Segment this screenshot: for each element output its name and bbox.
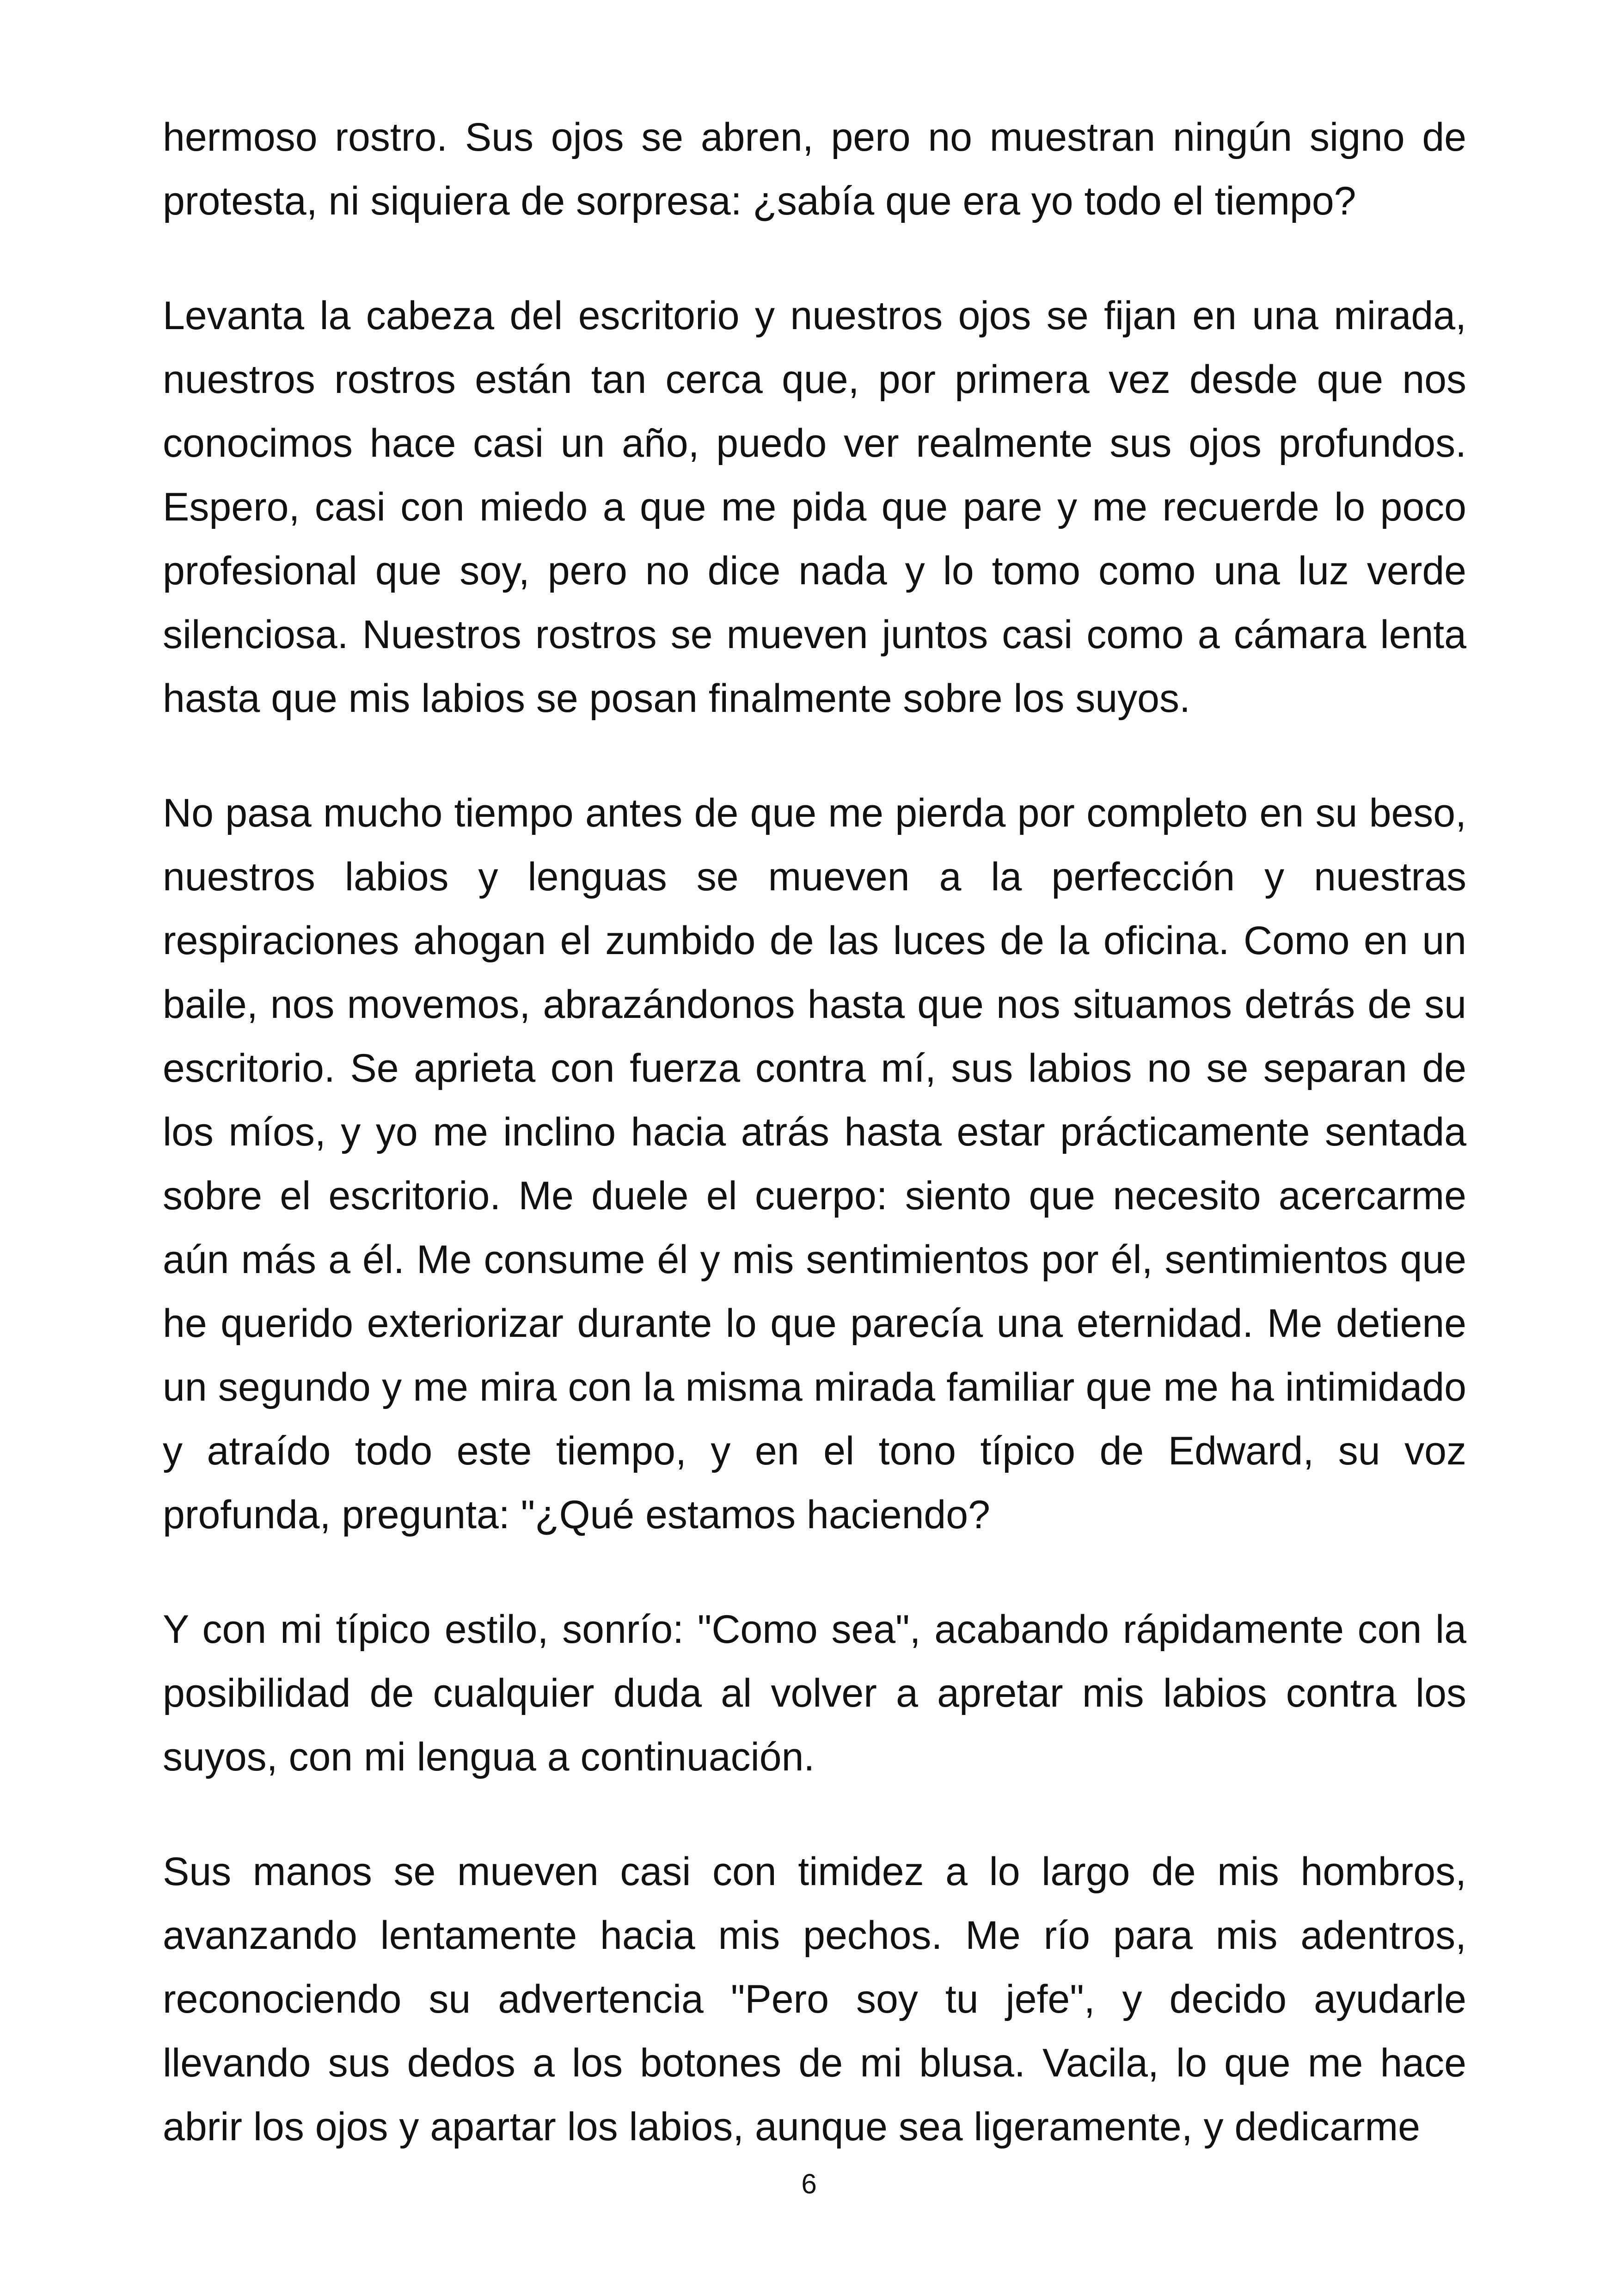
paragraph-3: No pasa mucho tiempo antes de que me pierda por completo en su beso, nuestros labios y lenguas se mueven a la perfección y nuestras respiraciones ahogan el zumbido de las luces de la oficina. Como en un baile, nos movemos, abrazándonos hasta que nos situamos detrás de su escritorio. Se aprieta con fuerza contra mí, sus labios no se separan de los míos, y yo me inclino hacia atrás hasta estar prácticamente sentada sobre el escritorio. Me duele el cuerpo: siento que necesito acercarme aún más a él. Me consume él y mis sentimientos por él, sentimientos que he querido exteriorizar durante lo que parecía una eternidad. Me detiene un segundo y me mira con la misma mirada familiar que me ha intimidado y atraído todo este tiempo, y en el tono típico de Edward, su voz profunda, pregunta: "¿Qué estamos haciendo?	[163, 791, 1466, 1537]
body-text	[163, 105, 1466, 2210]
paragraph-5: Sus manos se mueven casi con timidez a lo largo de mis hombros, avanzando lentamente hacia mis pechos. Me río para mis adentros, reconociendo su advertencia "Pero soy tu jefe", y decido ayudarle llevando sus dedos a los botones de mi blusa. Vacila, lo que me hace abrir los ojos y apartar los labios, aunque sea ligeramente, y dedicarme	[163, 1849, 1466, 2149]
page-number: 6	[801, 2168, 817, 2199]
paragraph-4: Y con mi típico estilo, sonrío: "Como sea", acabando rápidamente con la posibilidad de cualquier duda al volver a apretar mis labios contra los suyos, con mi lengua a continuación.	[163, 1607, 1466, 1779]
paragraph-1: hermoso rostro. Sus ojos se abren, pero no muestran ningún signo de protesta, ni siquiera de sorpresa: ¿sabía que era yo todo el tiempo?	[163, 115, 1466, 223]
paragraph-2: Levanta la cabeza del escritorio y nuestros ojos se fijan en una mirada, nuestros rostros están tan cerca que, por primera vez desde que nos conocimos hace casi un año, puedo ver realmente sus ojos profundos. Espero, casi con miedo a que me pida que pare y me recuerde lo poco profesional que soy, pero no dice nada y lo tomo como una luz verde silenciosa. Nuestros rostros se mueven juntos casi como a cámara lenta hasta que mis labios se posan finalmente sobre los suyos.	[163, 294, 1466, 721]
